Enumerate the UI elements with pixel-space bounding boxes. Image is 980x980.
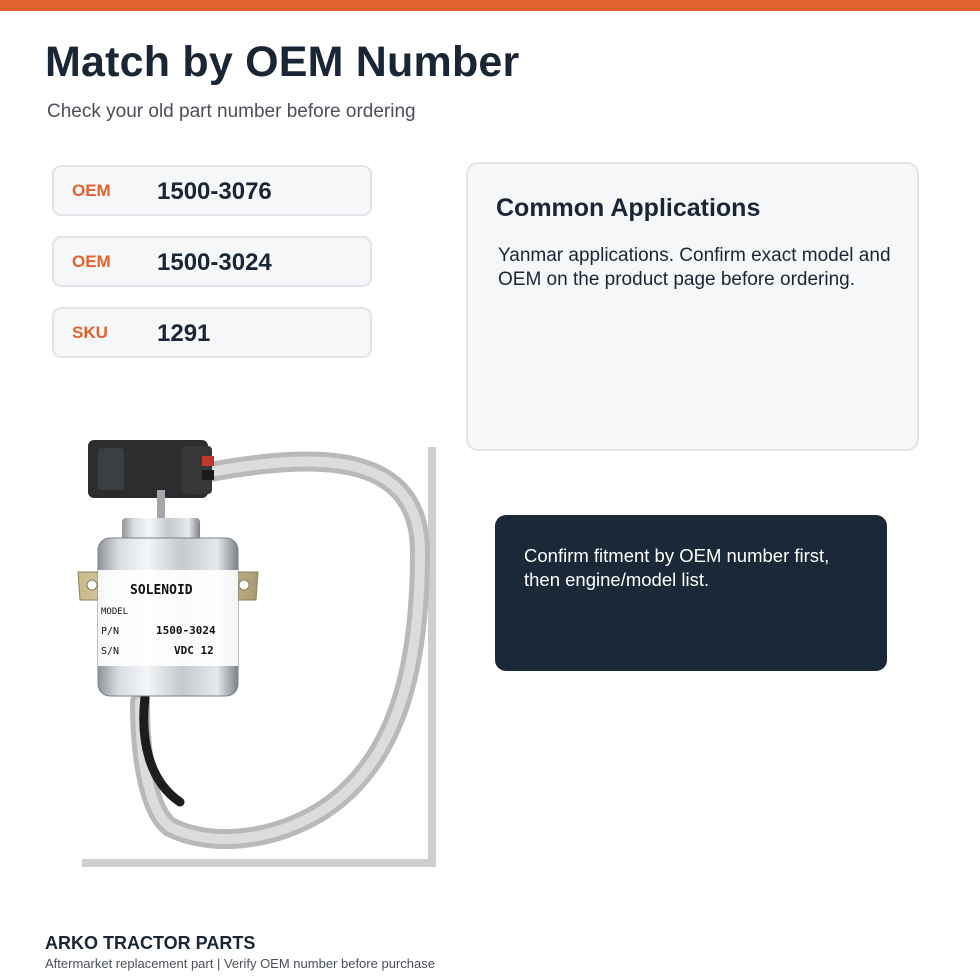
svg-text:SOLENOID: SOLENOID bbox=[130, 583, 193, 598]
fitment-note-panel bbox=[495, 515, 887, 671]
oem-number-card bbox=[52, 165, 372, 216]
svg-text:P/N: P/N bbox=[101, 626, 120, 637]
applications-title: Common Applications bbox=[496, 194, 761, 222]
id-value: 1500-3024 bbox=[157, 249, 272, 276]
id-value: 1291 bbox=[157, 320, 211, 347]
footer-brand: ARKO TRACTOR PARTS bbox=[45, 933, 256, 953]
oem-number-card bbox=[52, 236, 372, 287]
svg-text:1500-3024: 1500-3024 bbox=[156, 624, 216, 637]
common-applications-panel bbox=[466, 162, 919, 451]
id-value: 1500-3076 bbox=[157, 178, 272, 205]
page-subtitle: Check your old part number before ordering bbox=[47, 101, 416, 122]
page-title: Match by OEM Number bbox=[45, 38, 520, 86]
solenoid-product-image bbox=[70, 432, 440, 872]
footer-note: Aftermarket replacement part | Verify OEM number before purchase bbox=[45, 956, 435, 971]
frame-shadow-bottom bbox=[82, 859, 436, 867]
fitment-note-text: Confirm fitment by OEM number first, then engine/model list. bbox=[524, 545, 830, 590]
top-accent-bar bbox=[0, 0, 980, 11]
svg-text:VDC 12: VDC 12 bbox=[174, 644, 214, 657]
frame-shadow-right bbox=[428, 447, 436, 867]
id-label: OEM bbox=[72, 181, 111, 200]
sku-card bbox=[52, 307, 372, 358]
svg-text:S/N: S/N bbox=[101, 646, 120, 657]
id-label: SKU bbox=[72, 323, 108, 342]
svg-text:MODEL: MODEL bbox=[101, 607, 129, 617]
applications-text: Yanmar applications. Confirm exact model and OEM on the product page before ordering. bbox=[498, 245, 891, 290]
id-label: OEM bbox=[72, 252, 111, 271]
